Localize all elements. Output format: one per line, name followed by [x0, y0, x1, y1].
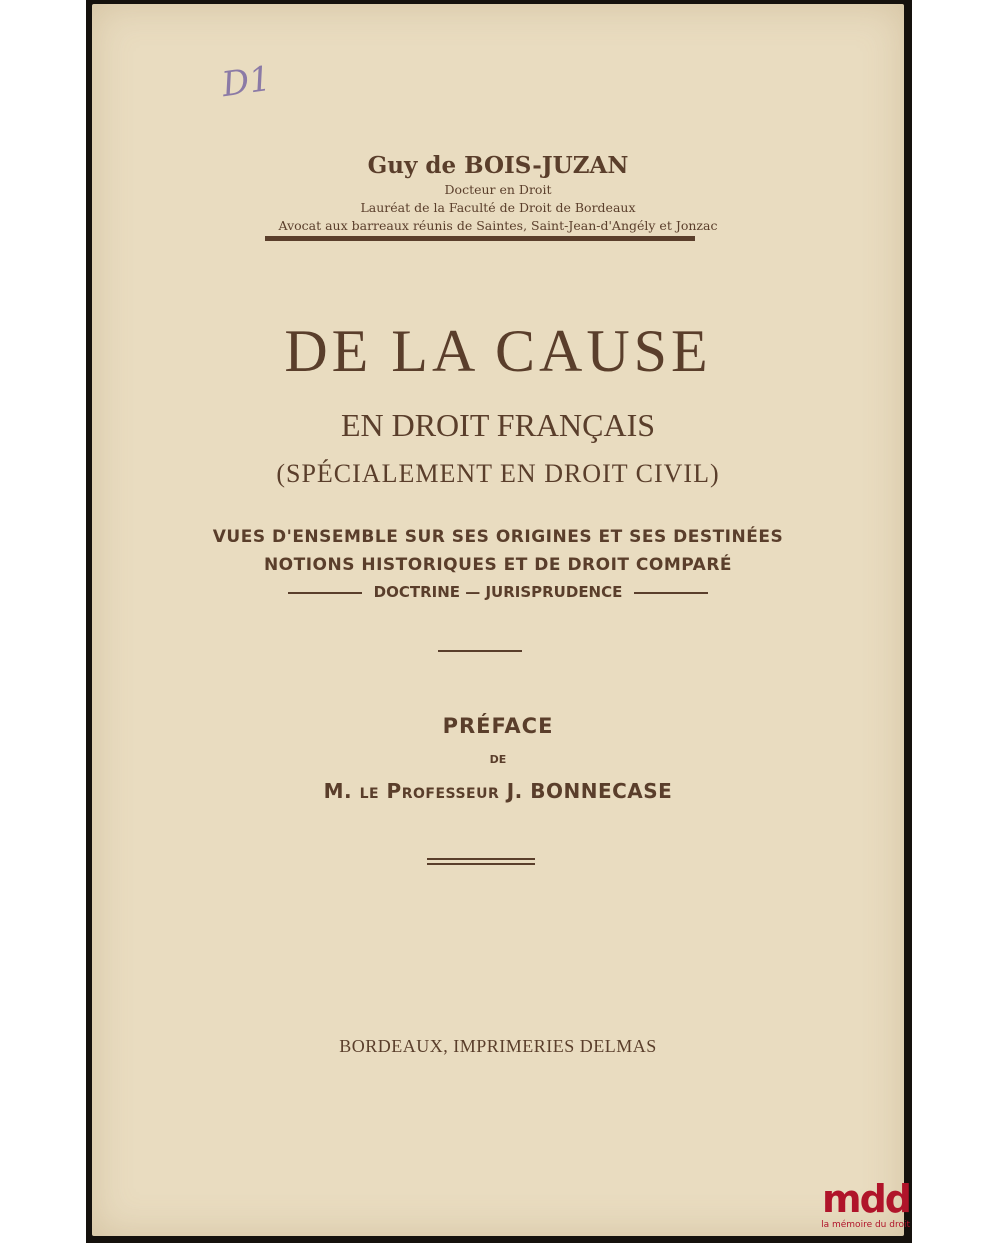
preface-author-text: M. le Professeur J. BONNECASE: [323, 779, 673, 803]
logo-mark: mdd: [822, 1177, 910, 1221]
author-credential-3: Avocat aux barreaux réunis de Saintes, Saint-Jean-d'Angély et Jonzac: [278, 218, 718, 233]
preface-heading: PRÉFACE: [442, 714, 554, 738]
right-rule: [634, 592, 708, 594]
book-cover: [92, 4, 904, 1236]
double-divider: [427, 858, 535, 865]
topic-line-3-text: DOCTRINE — JURISPRUDENCE: [373, 583, 623, 601]
topic-line-2: NOTIONS HISTORIQUES ET DE DROIT COMPARÉ: [263, 555, 733, 575]
section-divider: [438, 650, 522, 652]
author-credential-1: Docteur en Droit: [444, 182, 552, 197]
book-title: DE LA CAUSE: [284, 318, 712, 384]
logo-tagline: la mémoire du droit: [821, 1220, 910, 1230]
left-rule: [288, 592, 362, 594]
author-divider: [265, 236, 695, 241]
preface-author: [92, 779, 904, 803]
preface-de: DE: [489, 753, 507, 766]
publisher: BORDEAUX, IMPRIMERIES DELMAS: [339, 1036, 657, 1056]
author-name: Guy de BOIS-JUZAN: [367, 152, 629, 179]
book-subtitle: EN DROIT FRANÇAIS: [340, 407, 656, 443]
topic-line-1: VUES D'ENSEMBLE SUR SES ORIGINES ET SES DESTINÉES: [212, 527, 784, 547]
author-credential-2: Lauréat de la Faculté de Droit de Bordeaux: [360, 200, 636, 215]
topic-line-3: [92, 583, 904, 601]
handwritten-annotation: D1: [219, 58, 274, 106]
mdd-logo: [810, 1178, 910, 1238]
book-subtitle-2: (SPÉCIALEMENT EN DROIT CIVIL): [276, 459, 720, 488]
